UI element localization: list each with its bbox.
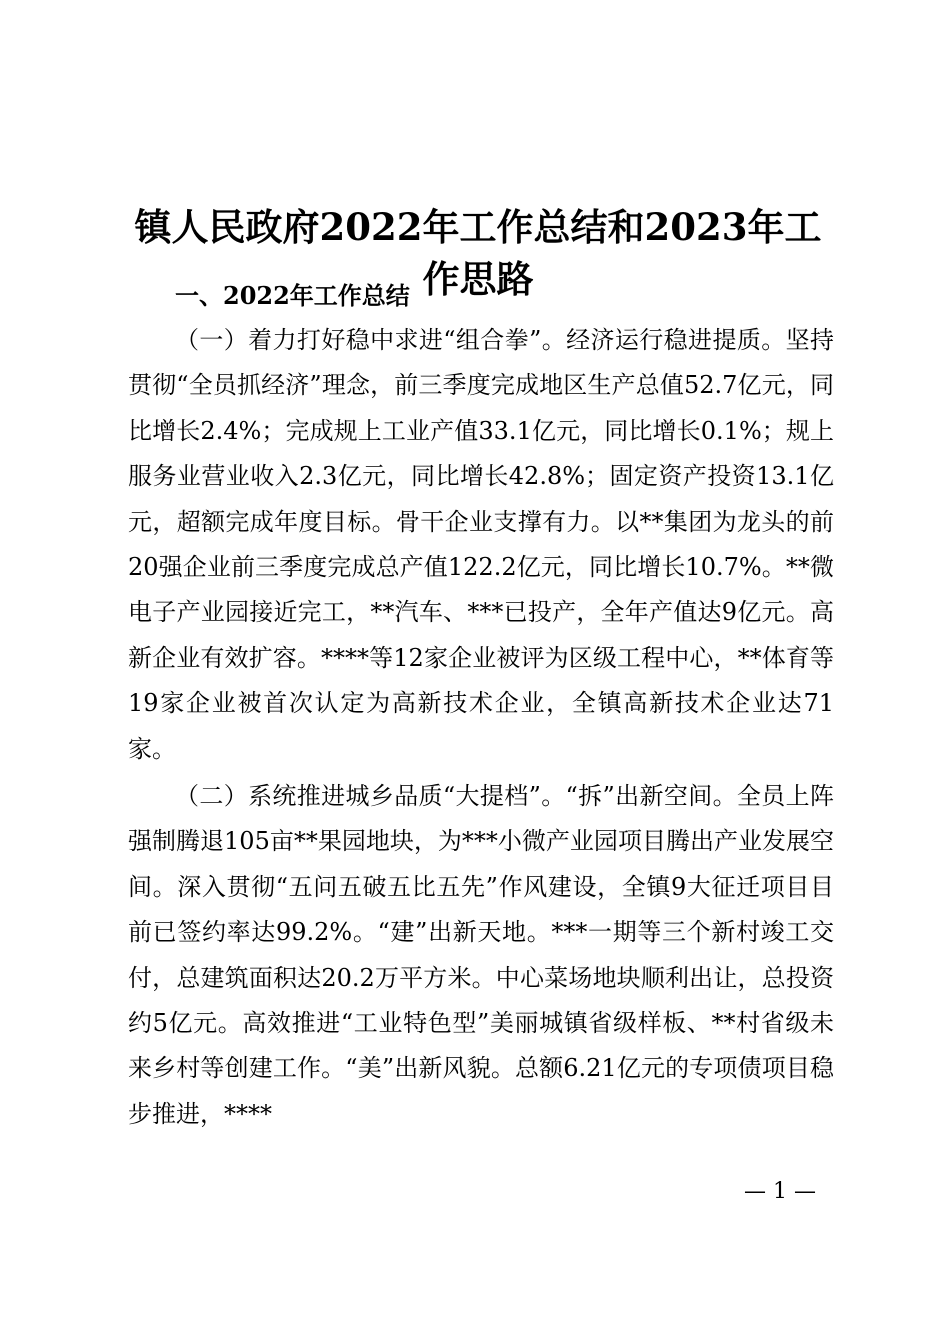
paragraph-urban-rural: （二）系统推进城乡品质“大提档”。“拆”出新空间。全员上阵强制腾退105亩**果园地块，为***小微产业园项目腾出产业发展空间。深入贯彻“五问五破五比五先”作风建设，全镇9大征迁项目目前已签约率达99.2%。“建”出新天地。***一期等三个新村竣工交付，总建筑面积达20.2万平方米。中心菜场地块顺利出让，总投资约5亿元。高效推进“工业特色型”美丽城镇省级样板、**村省级未来乡村等创建工作。“美”出新风貌。总额6.21亿元的专项债项目稳步推进，****: [128, 782, 834, 1128]
paragraph-economy: （一）着力打好稳中求进“组合拳”。经济运行稳进提质。坚持贯彻“全员抓经济”理念，前三季度完成地区生产总值52.7亿元，同比增长2.4%；完成规上工业产值33.1亿元，同比增长0.1%；规上服务业营业收入2.3亿元，同比增长42.8%；固定资产投资13.1亿元，超额完成年度目标。骨干企业支撑有力。以**集团为龙头的前20强企业前三季度完成总产值122.2亿元，同比增长10.7%。**微电子产业园接近完工，**汽车、***已投产，全年产值达9亿元。高新企业有效扩容。****等12家企业被评为区级工程中心，**体育等19家企业被首次认定为高新技术企业，全镇高新技术企业达71家。: [128, 326, 834, 763]
section-heading: 一、2022年工作总结: [175, 281, 410, 310]
page-number: — 1 —: [744, 1179, 816, 1204]
document-title: 镇人民政府2022年工作总结和2023年工作思路: [134, 204, 822, 301]
